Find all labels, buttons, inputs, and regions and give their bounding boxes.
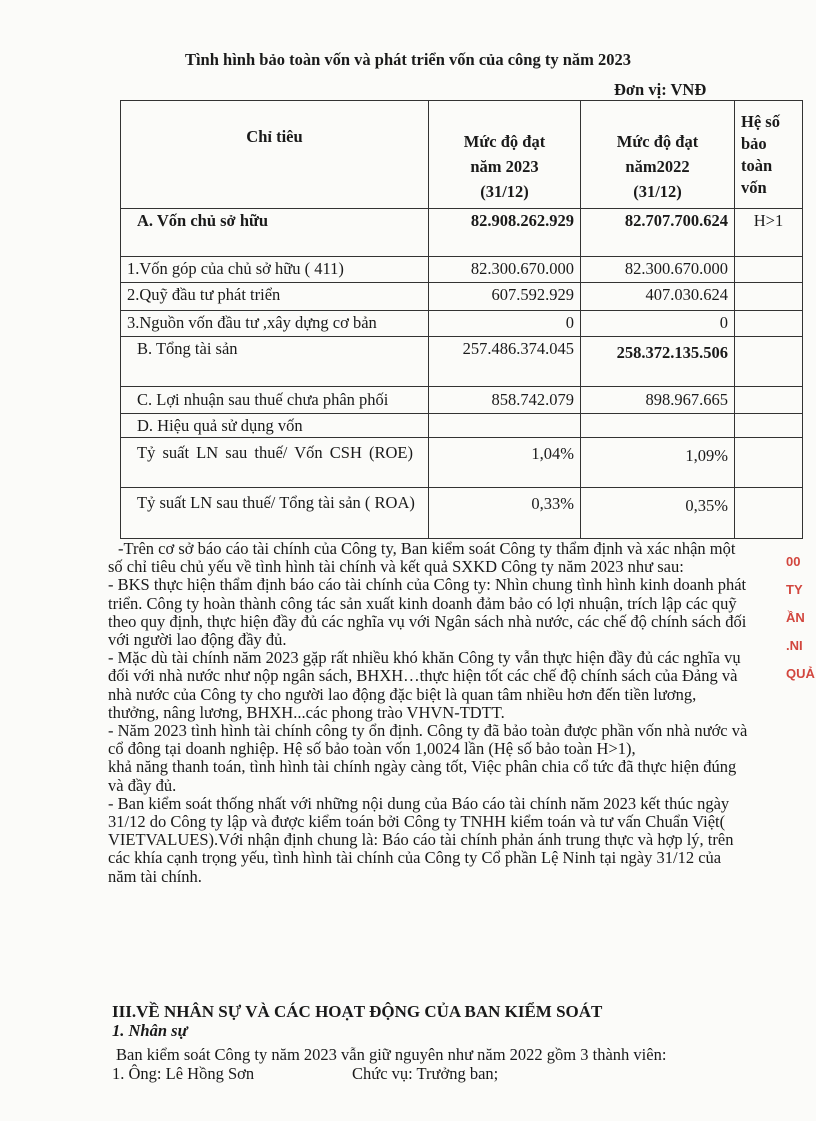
paragraph: - Mặc dù tài chính năm 2023 gặp rất nhiều khó khăn Công ty vẫn thực hiện đầy đủ các nghĩa vụ đối với nhà nước như nộp ngân sách, BHXH…thực hiện tốt các chế độ chính sách của Đảng và nhà nước của Công ty cho người lao động đặc biệt là quan tâm nhiều hơn đến tiền lương, thưởng, nâng lương, BHXH...các phong trào VHVN-TDTT. [108, 648, 741, 722]
red-stamp-fragment [786, 548, 816, 718]
header-he-so-line3: toàn [741, 156, 773, 175]
members-intro: Ban kiểm soát Công ty năm 2023 vẫn giữ nguyên như năm 2022 gồm 3 thành viên: [116, 1045, 667, 1064]
header-chi-tieu: Chỉ tiêu [121, 101, 429, 209]
row-value-2022: 1,09% [581, 438, 735, 488]
header-2022 [581, 101, 735, 209]
table-row [121, 257, 803, 283]
row-he-so [735, 488, 803, 539]
section-title: III.VỀ NHÂN SỰ VÀ CÁC HOẠT ĐỘNG CỦA BAN KIỂM SOÁT [112, 1002, 603, 1021]
header-2022-line3: (31/12) [633, 182, 682, 201]
table-row [121, 387, 803, 414]
row-value-2022 [581, 414, 735, 438]
row-value-2022: 82.707.700.624 [581, 209, 735, 257]
capital-table [120, 100, 803, 539]
row-label: C. Lợi nhuận sau thuế chưa phân phối [121, 387, 429, 414]
row-he-so [735, 257, 803, 283]
row-value-2022: 82.300.670.000 [581, 257, 735, 283]
member-name: 1. Ông: Lê Hồng Sơn [112, 1064, 255, 1083]
stamp-text-2: TY [786, 582, 803, 597]
header-2022-line1: Mức độ đạt [616, 132, 699, 151]
table-header-row [121, 101, 803, 209]
row-value-2023: 858.742.079 [429, 387, 581, 414]
subsection-title: 1. Nhân sự [112, 1021, 188, 1040]
row-label: 3.Nguồn vốn đầu tư ,xây dựng cơ bản [121, 311, 429, 337]
table-row [121, 209, 803, 257]
paragraph: khả năng thanh toán, tình hình tài chính ngày càng tốt, Việc phân chia cổ tức đã thực hiện đúng và đầy đủ. [108, 757, 737, 795]
row-value-2023: 0,33% [429, 488, 581, 539]
stamp-text-3: ẦN [786, 610, 805, 625]
table-row [121, 337, 803, 387]
row-label: 2.Quỹ đầu tư phát triển [121, 283, 429, 311]
row-value-2023: 82.908.262.929 [429, 209, 581, 257]
row-value-2022: 258.372.135.506 [581, 337, 735, 387]
row-value-2022: 898.967.665 [581, 387, 735, 414]
member-role: Chức vụ: Trưởng ban; [352, 1064, 499, 1083]
table-row [121, 488, 803, 539]
row-he-so: H>1 [735, 209, 803, 257]
header-2022-line2: năm2022 [625, 157, 690, 176]
paragraph: -Trên cơ sở báo cáo tài chính của Công ty, Ban kiểm soát Công ty thẩm định và xác nhận một số chỉ tiêu chủ yếu về tình hình tài chính và kết quả SXKD Công ty năm 2023 như sau: [108, 539, 736, 577]
stamp-text-1: 00 [786, 554, 801, 569]
row-he-so [735, 337, 803, 387]
row-value-2022: 407.030.624 [581, 283, 735, 311]
row-value-2023: 257.486.374.045 [429, 337, 581, 387]
row-value-2023: 1,04% [429, 438, 581, 488]
paragraph: - Năm 2023 tình hình tài chính công ty ổn định. Công ty đã bảo toàn được phần vốn nhà nước và cổ đông tại doanh nghiệp. Hệ số bảo toàn vốn 1,0024 lần (Hệ số bảo toàn H>1), [108, 721, 748, 759]
row-value-2023 [429, 414, 581, 438]
row-label: D. Hiệu quả sử dụng vốn [121, 414, 429, 438]
paragraph: - Ban kiểm soát thống nhất với những nội dung của Báo cáo tài chính năm 2023 kết thúc ngày 31/12 do Công ty lập và được kiểm toán bởi Công ty TNHH kiểm toán và tư vấn Chuẩn Việt( VIETVALUES).Với nhận định chung là: Báo cáo tài chính phản ánh trung thực và hợp lý, trên các khía cạnh trọng yếu, tình hình tài chính của Công ty Cổ phần Lệ Ninh tại ngày 31/12 của năm tài chính. [108, 793, 734, 886]
row-value-2023: 607.592.929 [429, 283, 581, 311]
row-value-2022: 0,35% [581, 488, 735, 539]
header-he-so-line1: Hệ số [741, 112, 780, 131]
row-he-so [735, 311, 803, 337]
member-line [112, 1064, 712, 1084]
header-2023-line3: (31/12) [480, 182, 529, 201]
table-row [121, 311, 803, 337]
stamp-text-4: .NI [786, 638, 803, 653]
row-value-2023: 0 [429, 311, 581, 337]
header-he-so-line2: bảo [741, 134, 767, 153]
stamp-text-5: QUẢ [786, 666, 815, 681]
header-2023-line1: Mức độ đạt [463, 132, 546, 151]
header-2023-line2: năm 2023 [470, 157, 539, 176]
row-he-so [735, 438, 803, 488]
row-label: 1.Vốn góp của chủ sở hữu ( 411) [121, 257, 429, 283]
row-he-so [735, 283, 803, 311]
table-row [121, 438, 803, 488]
row-label: Tỷ suất LN sau thuế/ Tổng tài sản ( ROA) [121, 488, 429, 539]
row-value-2022: 0 [581, 311, 735, 337]
row-label: B. Tổng tài sản [121, 337, 429, 387]
header-he-so [735, 101, 803, 209]
row-he-so [735, 414, 803, 438]
header-2023 [429, 101, 581, 209]
row-label: A. Vốn chủ sở hữu [121, 209, 429, 257]
table-row [121, 283, 803, 311]
header-he-so-line4: vốn [741, 178, 767, 197]
row-value-2023: 82.300.670.000 [429, 257, 581, 283]
assessment-text [108, 540, 748, 886]
paragraph: - BKS thực hiện thẩm định báo cáo tài chính của Công ty: Nhìn chung tình hình kinh doanh phát triển. Công ty hoàn thành công tác sản xuất kinh doanh đảm bảo có lợi nhuận, trích lập các quỹ theo quy định, thực hiện đầy đủ các nghĩa vụ với Ngân sách nhà nước, các chế độ chính sách đối với người lao động đầy đủ. [108, 575, 747, 650]
table-row [121, 414, 803, 438]
document-title: Tình hình bảo toàn vốn và phát triển vốn của công ty năm 2023 [184, 50, 632, 69]
currency-unit: Đơn vị: VNĐ [614, 80, 707, 99]
row-label: Tỷ suất LN sau thuế/ Vốn CSH (ROE) [121, 438, 429, 488]
row-he-so [735, 387, 803, 414]
